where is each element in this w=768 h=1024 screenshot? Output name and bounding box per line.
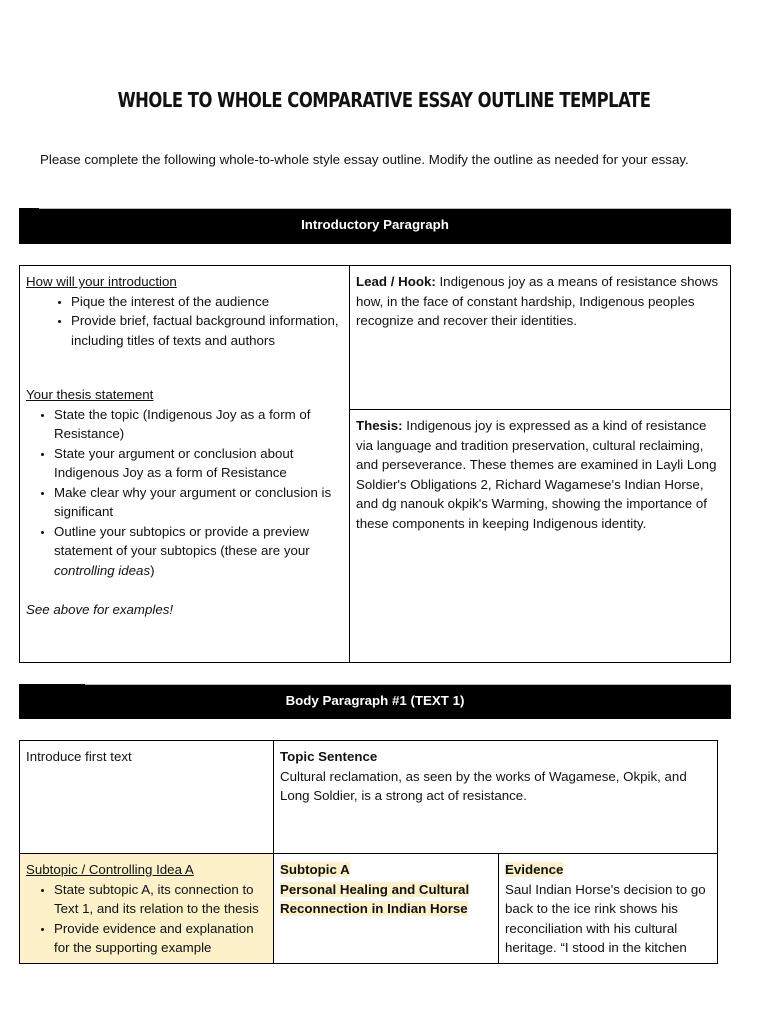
introduction-bullet: • Provide brief, factual background information, including titles of texts and authors: [71, 311, 343, 350]
intro-section-header: [19, 208, 731, 244]
lead-text: Indigenous joy as a means of resistance shows how, in the face of constant hardship, Indigenous peoples recognize and recover their identities.: [356, 274, 719, 328]
subtopic-bullet: • State subtopic A, its connection to Text 1, and its relation to the thesis: [54, 880, 267, 919]
introduction-heading: How will your introduction: [26, 274, 177, 289]
subtopic-bullets: [26, 880, 267, 958]
subtopic-a-text: Personal Healing and Cultural Reconnection in Indian Horse: [280, 881, 470, 916]
thesis-label: Thesis:: [356, 418, 403, 433]
lead-hook-cell: [349, 265, 731, 410]
evidence-text: Saul Indian Horse's decision to go back to the ice rink shows his reconciliation with his cultural heritage. “I stood in the kitchen: [505, 881, 706, 955]
evidence-label: Evidence: [505, 862, 564, 877]
thesis-bullet-text: Outline your subtopics or provide a preview statement of your subtopics (these are your: [54, 523, 310, 558]
thesis-bullets: [26, 405, 343, 581]
introduce-text-label: Introduce first text: [26, 749, 132, 764]
introduction-bullets: [26, 292, 343, 351]
page-title: WHOLE TO WHOLE COMPARATIVE ESSAY OUTLINE TEMPLATE: [117, 88, 651, 112]
evidence-cell: [498, 853, 718, 964]
introduction-bullet: • Pique the interest of the audience: [71, 292, 343, 312]
instructions-text: Please complete the following whole-to-whole style essay outline. Modify the outline as needed for your essay.: [40, 152, 689, 167]
subtopic-a-cell: [273, 853, 499, 964]
topic-sentence-text: Cultural reclamation, as seen by the works of Wagamese, Okpik, and Long Soldier, is a strong act of resistance.: [280, 768, 687, 803]
subtopic-a-label: Subtopic A: [280, 862, 350, 877]
topic-sentence-label: Topic Sentence: [280, 749, 378, 764]
thesis-bullet: [54, 522, 343, 581]
introduce-text-cell: [19, 740, 274, 854]
thesis-bullet: • State your argument or conclusion about Indigenous Joy as a form of Resistance: [54, 444, 343, 483]
subtopic-bullet: • Provide evidence and explanation for the supporting example: [54, 919, 267, 958]
thesis-text: Indigenous joy is expressed as a kind of resistance via language and tradition preservation, cultural reclaiming, and perseverance. These themes are examined in Layli Long Soldier's Obligations 2, Richard Wagamese's Indian Horse, and dg nanouk okpik's Warming, showing the importance of these components in keeping Indigenous identity.: [356, 418, 717, 531]
thesis-bullet: • State the topic (Indigenous Joy as a form of Resistance): [54, 405, 343, 444]
intro-guidance-cell: [19, 265, 350, 663]
see-above-note: See above for examples!: [26, 602, 174, 617]
controlling-ideas-italic: controlling ideas: [54, 562, 151, 578]
lead-label: Lead / Hook:: [356, 274, 436, 289]
body1-section-header: [19, 684, 731, 719]
intro-section-header-label: Introductory Paragraph: [301, 217, 449, 232]
thesis-heading: Your thesis statement: [26, 387, 154, 402]
thesis-bullet: • Make clear why your argument or conclusion is significant: [54, 483, 343, 522]
header-top-rule: [85, 684, 731, 685]
topic-sentence-cell: [273, 740, 718, 854]
subtopic-heading: Subtopic / Controlling Idea A: [26, 862, 194, 877]
thesis-cell: [349, 409, 731, 663]
header-top-rule: [39, 208, 731, 209]
subtopic-guidance-cell: [19, 853, 274, 964]
body1-section-header-label: Body Paragraph #1 (TEXT 1): [285, 693, 465, 708]
thesis-bullet-suffix: ): [150, 562, 155, 578]
